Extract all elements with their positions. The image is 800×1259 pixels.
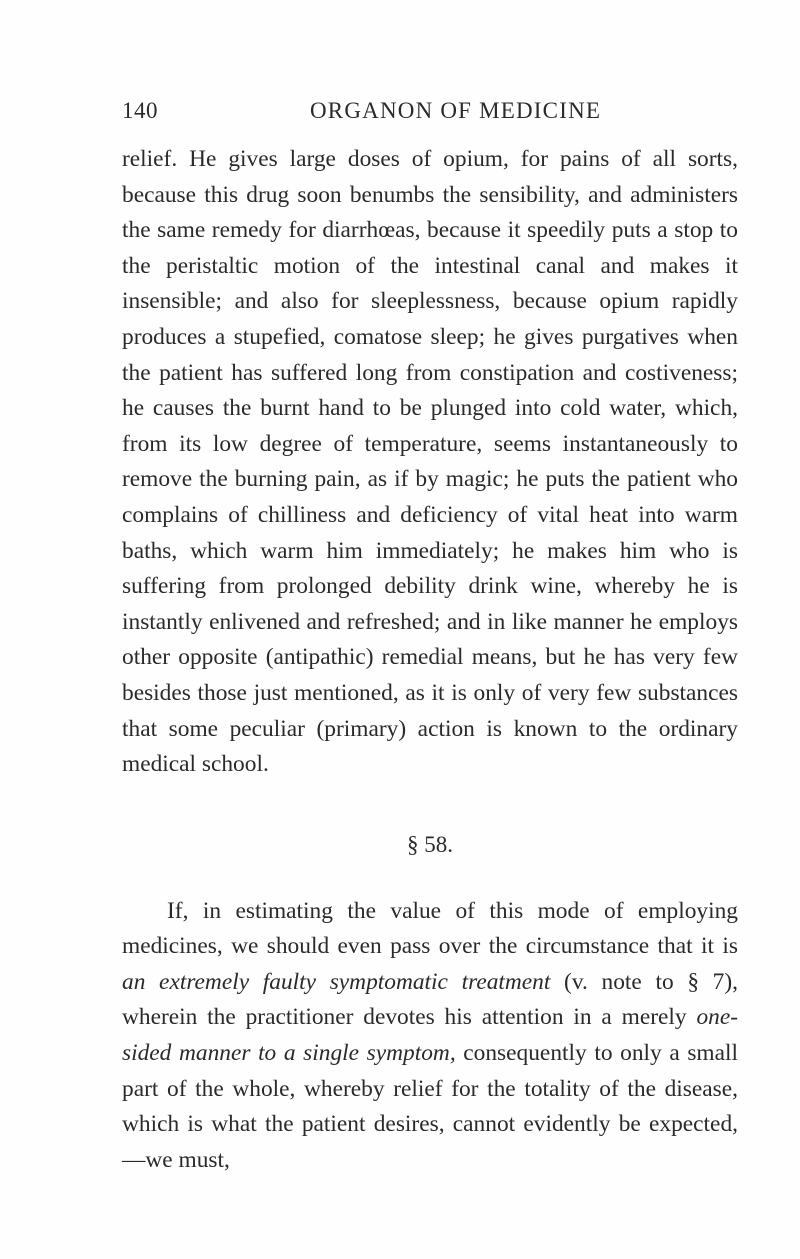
section-heading-58: § 58.: [407, 831, 453, 857]
paragraph-58-italic-1: an extremely faulty symptomatic treatment: [122, 968, 551, 995]
running-title: ORGANON OF MEDICINE: [310, 98, 602, 123]
paragraph-58-text-3: consequently to only a small part of the whole, whereby relief for the totality of the disease, which is what the patient desires, cannot evidently be expected,—we must,: [122, 1040, 738, 1173]
paragraph-58-text-2: (v. note to § 7), wherein the practitioner devotes his attention in a merely: [122, 968, 739, 1031]
paragraph-58: [122, 894, 738, 1179]
book-page: [122, 98, 738, 1178]
paragraph-58-text-1: If, in estimating the value of this mode of employing medicines, we should even pass over the circumstance that it is: [122, 897, 738, 960]
page-number: 140: [122, 98, 158, 123]
paragraph-58-italic-2: one-sided manner to a single symptom,: [122, 1004, 738, 1067]
running-head: [122, 98, 738, 138]
paragraph-57-continuation: relief. He gives large doses of opium, for pains of all sorts, because this drug soon benumbs the sensibility, and administers the same remedy for diarrhœas, because it speedily puts a stop to the peristaltic motion of the intestinal canal and makes it insensible; and also for sleeplessness, because opium rapidly produces a stupefied, comatose sleep; he gives purgatives when the patient has suffered long from constipation and costiveness; he causes the burnt hand to be plunged into cold water, which, from its low degree of temperature, seems instantaneously to remove the burning pain, as if by magic; he puts the patient who complains of chilliness and deficiency of vital heat into warm baths, which warm him immediately; he makes him who is suffering from prolonged debility drink wine, whereby he is instantly enlivened and refreshed; and in like manner he employs other opposite (antipathic) remedial means, but he has very few besides those just mentioned, as it is only of very few substances that some peculiar (primary) action is known to the ordinary medical school.: [122, 146, 738, 778]
